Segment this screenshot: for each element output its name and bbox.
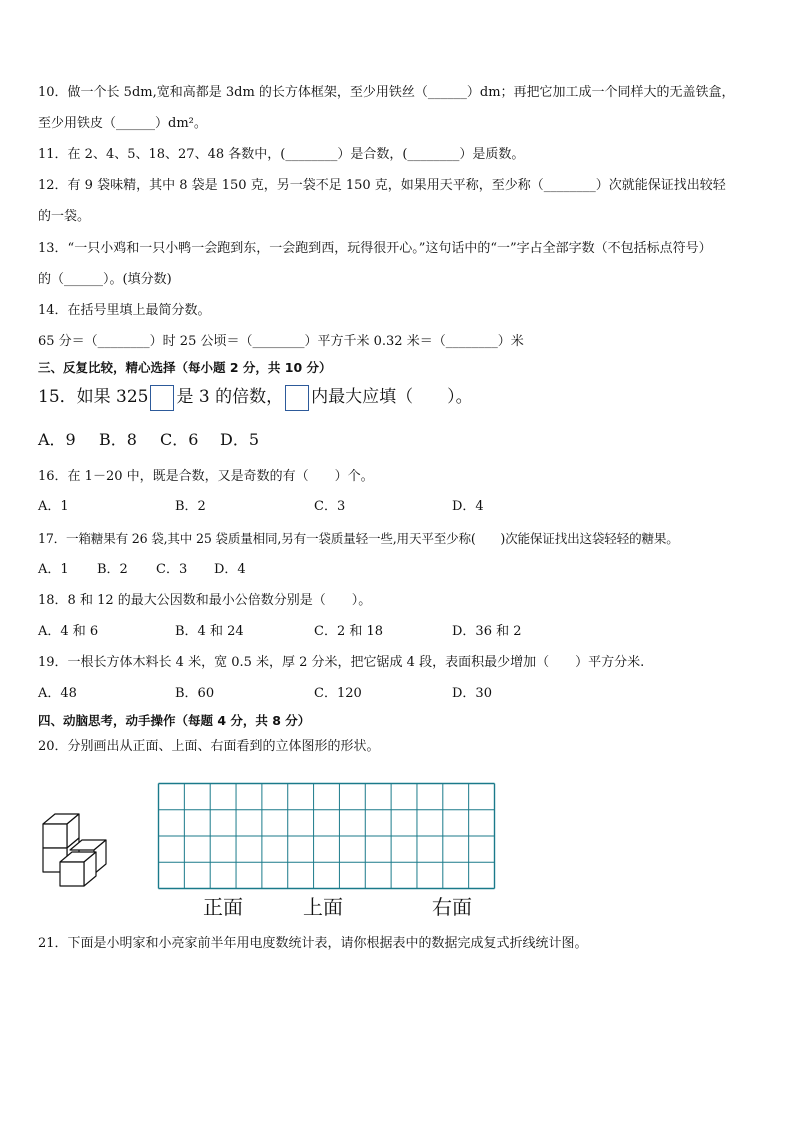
q17-text: 17．一箱糖果有 26 袋,其中 25 袋质量相同,另有一袋质量轻一些,用天平至少称( )次能保证找出这袋轻轻的糖果。 — [38, 531, 679, 546]
q16-option-c: C．3 — [314, 499, 346, 514]
q13-line2: 的（______）。(填分数) — [38, 272, 172, 287]
section-3-heading: 三、反复比较，精心选择（每小题 2 分，共 10 分） — [38, 360, 332, 375]
q19-option-c: C．120 — [314, 686, 362, 701]
q17-option-a: A．1 — [38, 562, 69, 577]
drawing-grid — [158, 783, 495, 889]
q15-option-c: C．6 — [160, 430, 199, 449]
q14-line1: 14．在括号里填上最简分数。 — [38, 303, 211, 318]
cube-stack-figure — [40, 812, 112, 888]
q15-option-b: B．8 — [99, 430, 137, 449]
q18-text: 18．8 和 12 的最大公因数和最小公倍数分别是（ ）。 — [38, 593, 372, 608]
q15-part1: 15．如果 325 — [38, 387, 149, 407]
q17-option-b: B．2 — [97, 562, 128, 577]
q17-option-d: D．4 — [214, 562, 246, 577]
q14-line2: 65 分＝（________）时 25 公顷＝（________）平方千米 0.32 米＝（________）米 — [38, 334, 524, 349]
q18-option-c: C．2 和 18 — [314, 624, 384, 639]
q10-line1: 10．做一个长 5dm,宽和高都是 3dm 的长方体框架，至少用铁丝（______）dm；再把它加工成一个同样大的无盖铁盒， — [38, 85, 735, 100]
q12-line2: 的一袋。 — [38, 209, 91, 224]
q16-option-d: D．4 — [452, 499, 484, 514]
q15-option-a: A．9 — [38, 430, 76, 449]
q18-option-d: D．36 和 2 — [452, 624, 522, 639]
q17-option-c: C．3 — [156, 562, 188, 577]
q10-line2: 至少用铁皮（______）dm²。 — [38, 116, 207, 131]
answer-box — [150, 385, 174, 411]
q13-line1: 13．“一只小鸡和一只小鸭一会跑到东，一会跑到西，玩得很开心。”这句话中的“一”字占全部字数（不包括标点符号） — [38, 241, 712, 256]
label-front-view: 正面 — [203, 895, 243, 919]
q19-option-b: B．60 — [175, 686, 215, 701]
q15-option-d: D．5 — [220, 430, 260, 449]
q19-option-d: D．30 — [452, 686, 492, 701]
label-top-view: 上面 — [303, 895, 343, 919]
answer-box — [285, 385, 309, 411]
q12-line1: 12．有 9 袋味精，其中 8 袋是 150 克，另一袋不足 150 克，如果用天平称，至少称（________）次就能保证找出较轻 — [38, 178, 726, 193]
q19-option-a: A．48 — [38, 686, 77, 701]
q15-part3: 内最大应填（ ）。 — [311, 387, 473, 407]
q21-text: 21．下面是小明家和小亮家前半年用电度数统计表，请你根据表中的数据完成复式折线统计图。 — [38, 936, 588, 951]
q18-option-a: A．4 和 6 — [38, 624, 99, 639]
q18-option-b: B．4 和 24 — [175, 624, 244, 639]
q15-text — [38, 384, 473, 411]
q16-option-a: A．1 — [38, 499, 69, 514]
q16-text: 16．在 1－20 中，既是合数，又是奇数的有（ ）个。 — [38, 469, 374, 484]
label-right-view: 右面 — [432, 895, 472, 919]
q19-text: 19．一根长方体木料长 4 米，宽 0.5 米，厚 2 分米，把它锯成 4 段，表面积最少增加（ ）平方分米. — [38, 655, 645, 670]
q11-text: 11．在 2、4、5、18、27、48 各数中，(________）是合数，(________）是质数。 — [38, 147, 525, 162]
section-4-heading: 四、动脑思考，动手操作（每题 4 分，共 8 分） — [38, 713, 311, 728]
q16-option-b: B．2 — [175, 499, 206, 514]
q15-part2: 是 3 的倍数， — [176, 387, 284, 407]
q20-text: 20．分别画出从正面、上面、右面看到的立体图形的形状。 — [38, 739, 380, 754]
